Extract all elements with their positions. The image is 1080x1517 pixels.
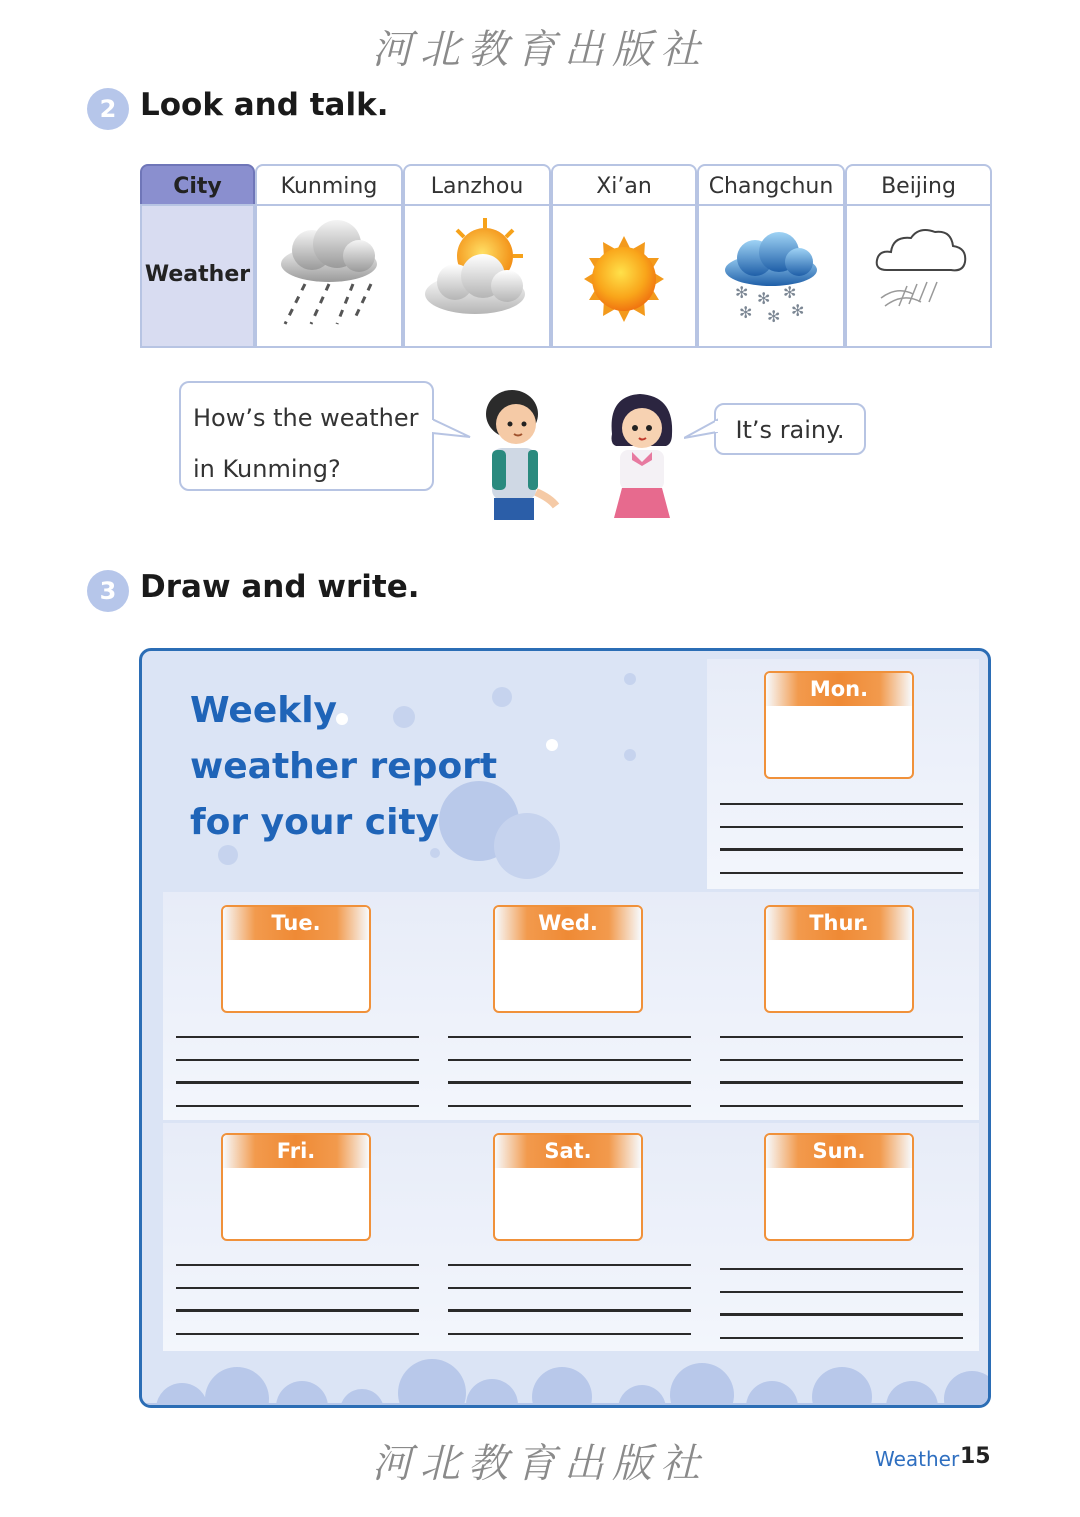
writing-line[interactable] xyxy=(720,803,963,805)
windy-cloud-icon xyxy=(847,206,990,346)
writing-line[interactable] xyxy=(448,1333,691,1335)
writing-line[interactable] xyxy=(720,1291,963,1293)
writing-line[interactable] xyxy=(176,1333,419,1335)
city-header-xian xyxy=(551,164,697,206)
drawing-box-sun[interactable] xyxy=(764,1133,914,1241)
drawing-box-fri[interactable] xyxy=(221,1133,371,1241)
writing-line[interactable] xyxy=(176,1309,419,1312)
day-label-sun: Sun. xyxy=(766,1135,912,1168)
city-name: Kunming xyxy=(280,174,378,199)
writing-line[interactable] xyxy=(448,1081,691,1084)
report-title-line-1: Weekly xyxy=(190,690,338,731)
writing-line[interactable] xyxy=(720,872,963,874)
drawing-box-tue[interactable] xyxy=(221,905,371,1013)
report-title-line-2: weather report xyxy=(190,746,498,787)
writing-line[interactable] xyxy=(720,826,963,828)
weather-cell-xian xyxy=(551,204,697,348)
decorative-clouds xyxy=(142,1351,988,1408)
boy-character xyxy=(470,388,570,522)
svg-text:✻: ✻ xyxy=(757,289,771,308)
drawing-box-wed[interactable] xyxy=(493,905,643,1013)
writing-line[interactable] xyxy=(176,1264,419,1266)
weather-label-cell xyxy=(140,204,255,348)
drawing-box-thur[interactable] xyxy=(764,905,914,1013)
svg-text:✻: ✻ xyxy=(783,283,797,302)
question-text: How’s the weather in Kunming? xyxy=(193,404,419,483)
writing-line[interactable] xyxy=(448,1059,691,1061)
writing-line[interactable] xyxy=(176,1059,419,1061)
writing-line[interactable] xyxy=(448,1287,691,1289)
publisher-watermark-bottom: 河北教育出版社 xyxy=(372,1441,708,1487)
partly-cloudy-icon xyxy=(405,206,549,346)
city-header-lanzhou xyxy=(403,164,551,206)
day-label-mon: Mon. xyxy=(766,673,912,706)
city-name: Changchun xyxy=(708,174,834,199)
writing-line[interactable] xyxy=(448,1309,691,1312)
weather-label: Weather xyxy=(144,262,251,287)
writing-line[interactable] xyxy=(176,1081,419,1084)
writing-line[interactable] xyxy=(720,1337,963,1339)
weekly-report-panel xyxy=(139,648,991,1408)
writing-line[interactable] xyxy=(720,848,963,851)
section-3-number: 3 xyxy=(87,570,129,612)
section-2-number: 2 xyxy=(87,88,129,130)
drawing-box-sat[interactable] xyxy=(493,1133,643,1241)
day-label-fri: Fri. xyxy=(223,1135,369,1168)
report-title xyxy=(190,683,497,851)
city-label-cell xyxy=(140,164,255,206)
answer-bubble xyxy=(714,403,866,455)
city-name: Lanzhou xyxy=(430,174,524,199)
question-bubble-tail xyxy=(432,405,472,445)
svg-text:✻: ✻ xyxy=(735,283,749,302)
svg-text:✻: ✻ xyxy=(739,303,753,322)
writing-line[interactable] xyxy=(720,1313,963,1316)
writing-line[interactable] xyxy=(176,1287,419,1289)
footer-unit-name: Weather xyxy=(875,1447,960,1471)
writing-line[interactable] xyxy=(448,1264,691,1266)
svg-text:✻: ✻ xyxy=(767,307,781,326)
writing-line[interactable] xyxy=(448,1105,691,1107)
city-name: Beijing xyxy=(881,174,956,199)
snow-cloud-icon xyxy=(699,206,843,346)
day-label-wed: Wed. xyxy=(495,907,641,940)
writing-line[interactable] xyxy=(720,1059,963,1061)
weather-cell-changchun xyxy=(697,204,845,348)
answer-bubble-tail xyxy=(684,418,718,448)
svg-text:✻: ✻ xyxy=(791,301,805,320)
section-3-title: Draw and write. xyxy=(140,569,420,605)
weather-cell-kunming xyxy=(255,204,403,348)
city-name: Xi’an xyxy=(596,174,652,199)
girl-character xyxy=(600,388,682,522)
writing-line[interactable] xyxy=(720,1268,963,1270)
writing-line[interactable] xyxy=(176,1036,419,1038)
city-header-beijing xyxy=(845,164,992,206)
rain-cloud-icon xyxy=(257,206,401,346)
question-bubble xyxy=(179,381,434,491)
page-number: 15 xyxy=(960,1444,991,1469)
drawing-box-mon[interactable] xyxy=(764,671,914,779)
writing-line[interactable] xyxy=(720,1105,963,1107)
report-title-line-3: for your city xyxy=(190,802,440,843)
day-label-tue: Tue. xyxy=(223,907,369,940)
day-label-thur: Thur. xyxy=(766,907,912,940)
writing-line[interactable] xyxy=(720,1036,963,1038)
writing-line[interactable] xyxy=(720,1081,963,1084)
writing-line[interactable] xyxy=(176,1105,419,1107)
day-label-sat: Sat. xyxy=(495,1135,641,1168)
weather-cell-lanzhou xyxy=(403,204,551,348)
writing-line[interactable] xyxy=(448,1036,691,1038)
answer-text: It’s rainy. xyxy=(735,416,845,444)
weather-cell-beijing xyxy=(845,204,992,348)
city-header-kunming xyxy=(255,164,403,206)
city-label: City xyxy=(173,174,222,199)
city-header-changchun xyxy=(697,164,845,206)
sun-icon xyxy=(553,206,695,346)
section-2-title: Look and talk. xyxy=(140,87,389,123)
publisher-watermark-top: 河北教育出版社 xyxy=(372,27,708,73)
